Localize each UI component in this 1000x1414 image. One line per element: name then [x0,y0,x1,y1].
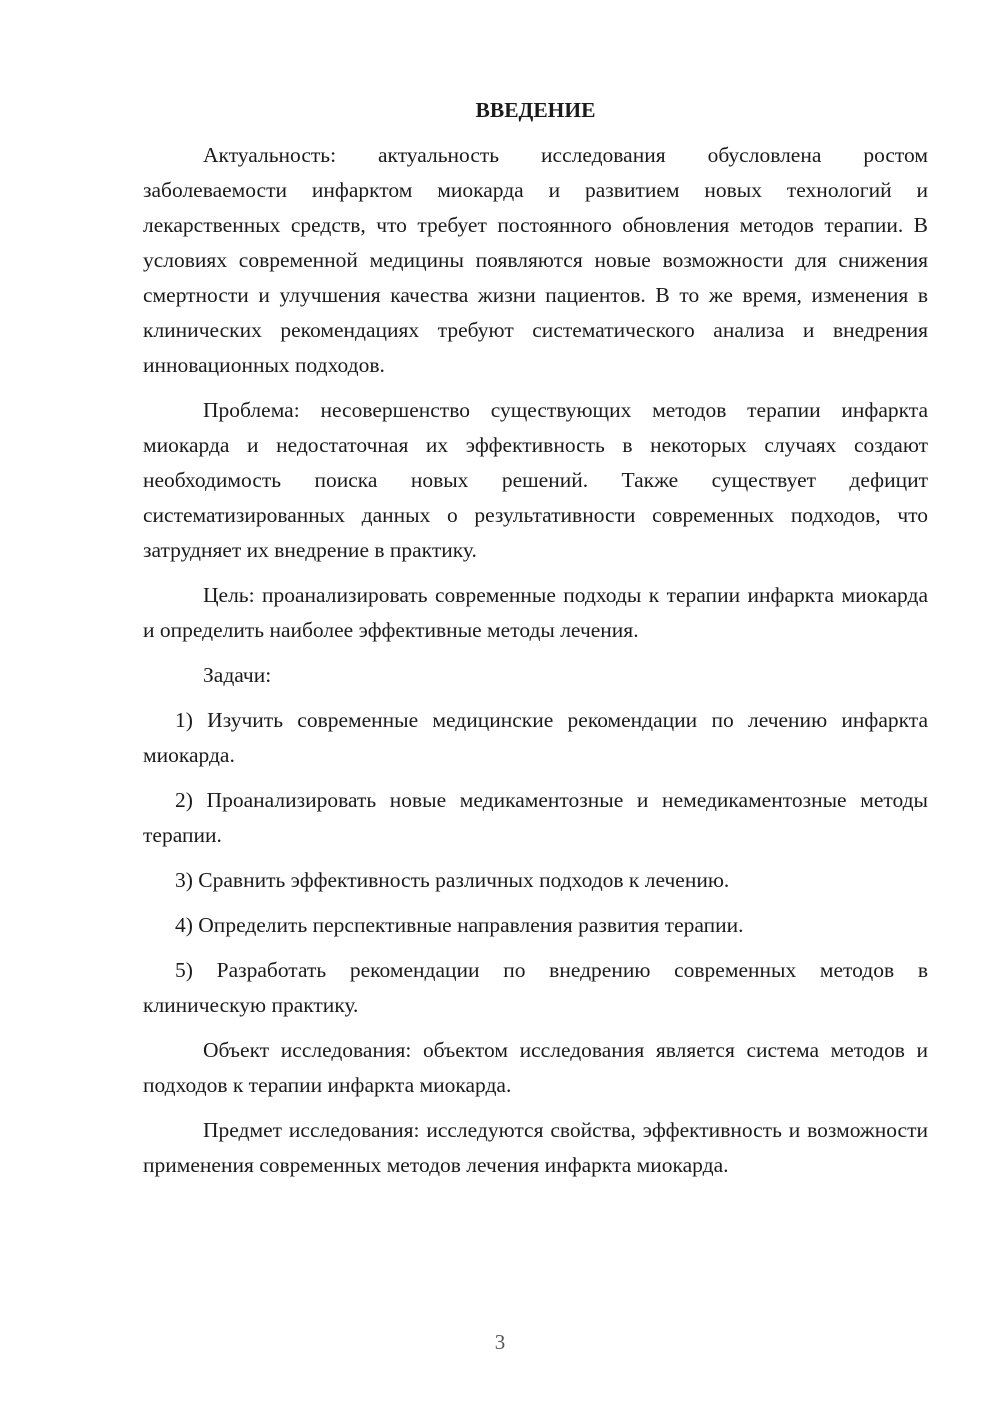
list-item: 2) Проанализировать новые медикаментозные и немедикаментозные методы терапии. [143,788,928,847]
list-item: 3) Сравнить эффективность различных подходов к лечению. [175,868,730,892]
paragraph-goal: Цель: проанализировать современные подходы к терапии инфаркта миокарда и определить наиболее эффективные методы лечения. [143,583,928,642]
list-item: 1) Изучить современные медицинские рекомендации по лечению инфаркта миокарда. [143,708,928,767]
section-title: ВВЕДЕНИЕ [475,98,596,122]
paragraph-object: Объект исследования: объектом исследования является система методов и подходов к терапии инфаркта миокарда. [143,1038,928,1097]
paragraph-relevance: Актуальность: актуальность исследования обусловлена ростом заболеваемости инфарктом миокарда и развитием новых технологий и лекарственных средств, что требует постоянного обновления методов терапии. В условиях современной медицины появляются новые возможности для снижения смертности и улучшения качества жизни пациентов. В то же время, изменения в клинических рекомендациях требуют систематического анализа и внедрения инновационных подходов. [143,143,928,377]
page-number: 3 [494,1330,506,1354]
paragraph-problem: Проблема: несовершенство существующих методов терапии инфаркта миокарда и недостаточная их эффективность в некоторых случаях создают необходимость поиска новых решений. Также существует дефицит систематизированных данных о результативности современных подходов, что затрудняет их внедрение в практику. [143,398,928,562]
document-page [143,92,928,1193]
list-item: 5) Разработать рекомендации по внедрению современных методов в клиническую практику. [143,958,928,1017]
tasks-heading: Задачи: [203,663,272,687]
list-item: 4) Определить перспективные направления развития терапии. [175,913,744,937]
paragraph-subject: Предмет исследования: исследуются свойства, эффективность и возможности применения современных методов лечения инфаркта миокарда. [143,1118,928,1177]
tasks-list [143,703,928,1023]
